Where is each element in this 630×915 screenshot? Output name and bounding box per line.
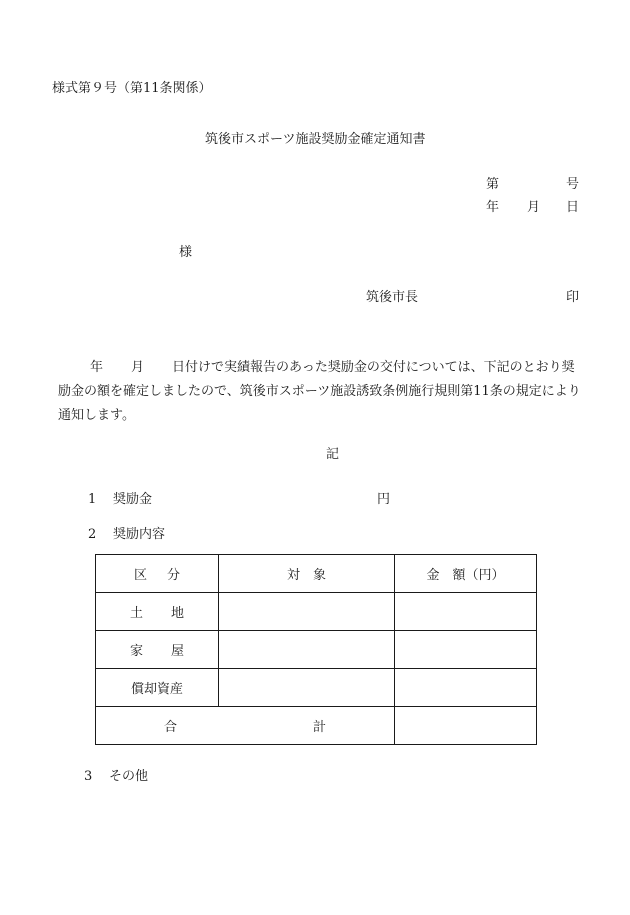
header-category (96, 555, 219, 593)
row-house-target (219, 631, 395, 669)
row-land-a: 土 (129, 606, 143, 621)
item2-number: 2 (88, 527, 97, 542)
total-amount (395, 707, 537, 745)
row-house-b: 屋 (171, 644, 185, 659)
row-depreciable-target (219, 669, 395, 707)
table-total-row (96, 707, 537, 745)
header-amount: 金 額（円） (395, 555, 537, 593)
row-land-target (219, 593, 395, 631)
total-b: 計 (313, 720, 327, 735)
item1-unit: 円 (377, 492, 391, 507)
row-land-b: 地 (171, 606, 185, 621)
header-category-b: 分 (167, 568, 181, 583)
body-text: 日付けで実績報告のあった奨励金の交付については、下記のとおり奨励金の額を確定しましたので、筑後市スポーツ施設誘致条例施行規則第11条の規定により通知します。 (58, 360, 581, 423)
document-number-prefix: 第 (486, 177, 500, 192)
table-header-row (96, 555, 537, 593)
notice-body (58, 356, 582, 428)
row-depreciable-amount (395, 669, 537, 707)
table-row-house (96, 631, 537, 669)
header-target-b: 象 (313, 568, 327, 583)
total-label (96, 707, 395, 745)
item1-label: 奨励金 (113, 492, 153, 507)
table-row-land (96, 593, 537, 631)
header-category-a: 区 (133, 568, 147, 583)
form-number: 様式第９号（第11条関係） (52, 81, 212, 96)
row-label-depreciable: 償却資産 (96, 669, 219, 707)
body-year: 年 (90, 360, 104, 375)
row-house-a: 家 (129, 644, 143, 659)
table-row-depreciable (96, 669, 537, 707)
item3-number: 3 (84, 769, 93, 784)
date-month: 月 (527, 200, 541, 215)
item1-number: 1 (88, 492, 97, 507)
subsidy-content-table (95, 554, 537, 745)
issuer-name: 筑後市長 (366, 290, 419, 305)
header-target (219, 555, 395, 593)
row-label-land (96, 593, 219, 631)
item3-label: その他 (109, 769, 149, 784)
item2-label: 奨励内容 (113, 527, 166, 542)
addressee-honorific: 様 (179, 245, 193, 260)
row-land-amount (395, 593, 537, 631)
row-label-house (96, 631, 219, 669)
total-a: 合 (163, 720, 177, 735)
body-month: 月 (131, 360, 145, 375)
ki-heading: 記 (326, 447, 340, 462)
date-year: 年 (486, 200, 500, 215)
issuer-seal: 印 (566, 290, 580, 305)
date-day: 日 (566, 200, 580, 215)
row-house-amount (395, 631, 537, 669)
document-number-suffix: 号 (566, 177, 580, 192)
document-title: 筑後市スポーツ施設奨励金確定通知書 (205, 132, 426, 147)
header-target-a: 対 (286, 568, 300, 583)
